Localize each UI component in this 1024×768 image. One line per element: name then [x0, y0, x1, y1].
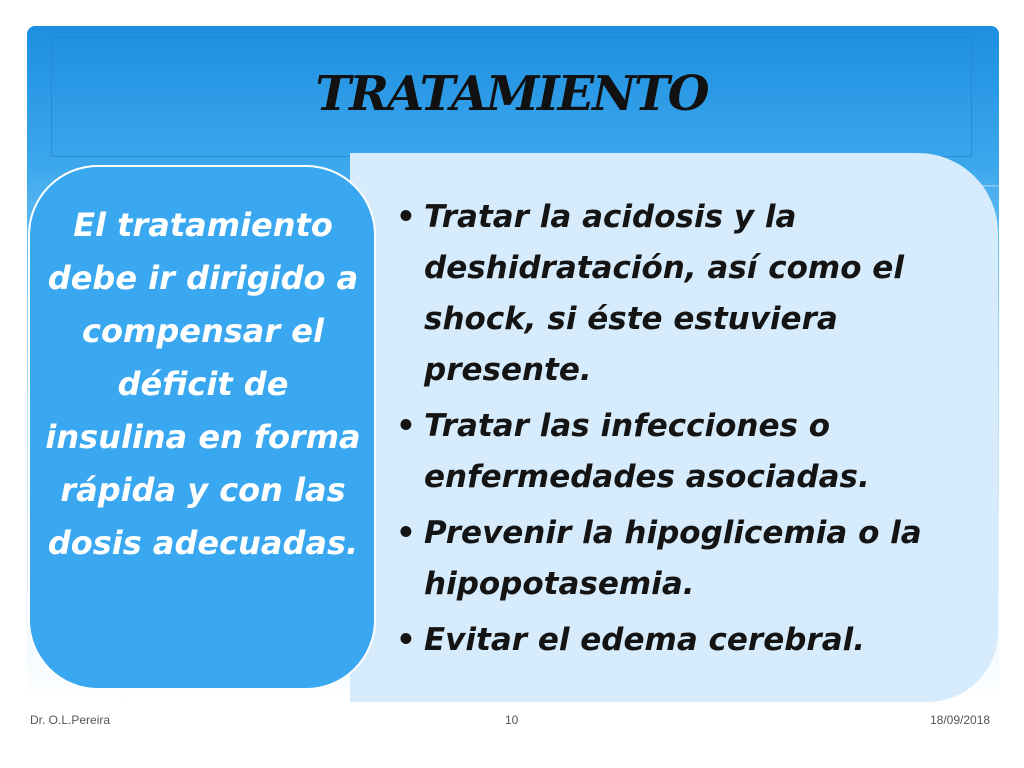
bullet-item	[392, 508, 952, 610]
bullet-item	[392, 615, 952, 666]
summary-text: El tratamiento debe ir dirigido a compensar el déficit de insulina en forma rápida y con las dosis adecuadas.	[45, 206, 361, 562]
bullet-list	[392, 192, 952, 671]
bullet-text: Tratar la acidosis y la deshidratación, así como el shock, si éste estuviera presente.	[424, 199, 904, 388]
bullet-icon: •	[396, 408, 416, 444]
bullet-icon: •	[396, 199, 416, 235]
bullet-item	[392, 401, 952, 503]
slide-title: TRATAMIENTO	[315, 66, 708, 122]
bullet-text: Tratar las infecciones o enfermedades asociadas.	[424, 408, 870, 495]
bullet-text: Evitar el edema cerebral.	[424, 622, 866, 658]
bullet-icon: •	[396, 622, 416, 658]
bullet-item	[392, 192, 952, 396]
footer-author: Dr. O.L.Pereira	[30, 713, 111, 727]
footer-page-number: 10	[505, 713, 519, 727]
bullet-icon: •	[396, 515, 416, 551]
bullet-text: Prevenir la hipoglicemia o la hipopotasemia.	[424, 515, 922, 602]
footer-date: 18/09/2018	[930, 713, 991, 727]
